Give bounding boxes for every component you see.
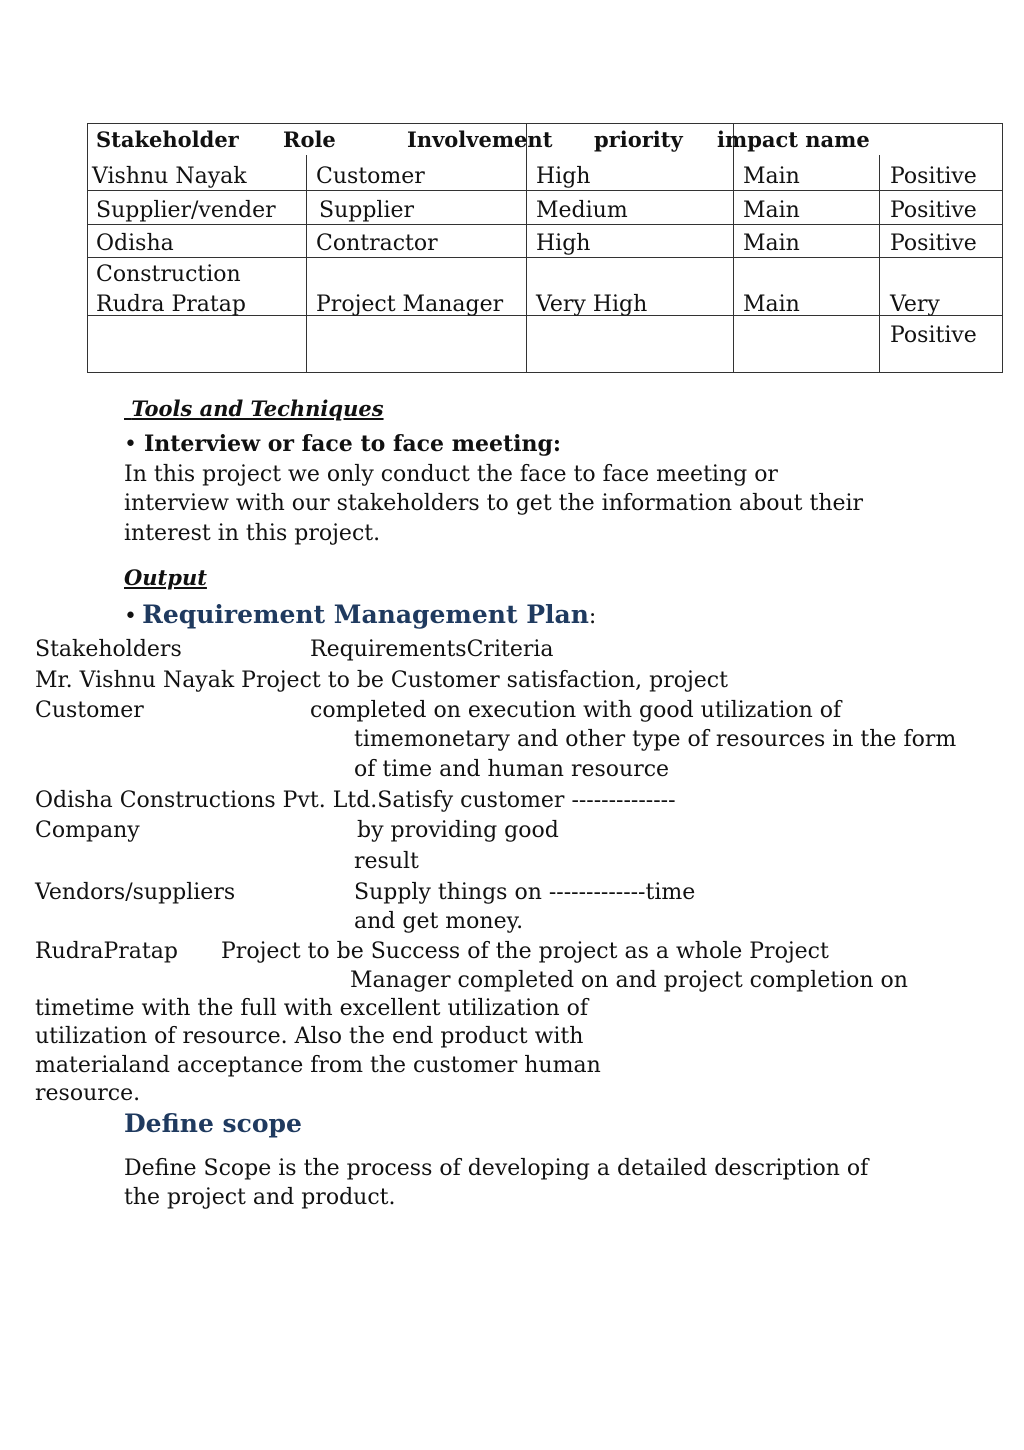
table-cell: Positive	[890, 323, 977, 348]
requirements-text: resource.	[35, 1081, 141, 1106]
table-header-involvement: Involvement	[407, 127, 553, 152]
table-header-impact-name: impact name	[717, 127, 870, 152]
table-cell: Main	[743, 164, 800, 189]
requirements-text: by providing good	[357, 818, 559, 843]
table-col-divider	[526, 123, 527, 373]
tools-subheading	[124, 431, 561, 458]
table-border-top	[87, 123, 1003, 124]
output-heading: Output	[124, 565, 207, 590]
define-scope-heading: Define scope	[124, 1109, 302, 1138]
requirements-text: Stakeholders	[35, 637, 182, 662]
table-cell: Project Manager	[316, 292, 504, 317]
table-col-divider	[879, 155, 880, 373]
table-cell: Contractor	[316, 231, 438, 256]
requirements-text: Project to be Success of the project as a whole Project	[221, 939, 829, 964]
requirements-text: Vendors/suppliers	[35, 880, 236, 905]
table-cell: Positive	[890, 198, 977, 223]
define-scope-paragraph-line: the project and product.	[124, 1185, 396, 1210]
table-border-bottom	[87, 372, 1003, 373]
requirements-text: Manager completed on and project completion on	[350, 968, 908, 993]
table-header-stakeholder: Stakeholder	[96, 127, 239, 152]
requirements-text: timemonetary and other type of resources in the form	[354, 727, 957, 752]
tools-heading-text: Tools and Techniques	[131, 396, 384, 421]
table-cell: Supplier	[319, 198, 415, 223]
requirements-text: timetime with the full with excellent utilization of	[35, 996, 589, 1021]
tools-paragraph-line: interest in this project.	[124, 521, 381, 546]
table-cell: Very	[890, 292, 940, 317]
requirements-text: Mr. Vishnu Nayak Project to be Customer satisfaction, project	[35, 668, 728, 693]
requirements-text: utilization of resource. Also the end product with	[35, 1024, 584, 1049]
bullet-icon: •	[124, 604, 137, 629]
table-cell: Positive	[890, 164, 977, 189]
table-header-role: Role	[283, 127, 336, 152]
table-cell: Supplier/vender	[96, 198, 276, 223]
requirements-text: Company	[35, 818, 140, 843]
tools-heading	[124, 396, 384, 421]
tools-subheading-text: Interview or face to face meeting:	[143, 431, 562, 457]
table-cell: Positive	[890, 231, 977, 256]
requirements-text: RequirementsCriteria	[310, 637, 554, 662]
table-row-divider	[87, 190, 1003, 191]
requirements-text: Odisha Constructions Pvt. Ltd.Satisfy customer --------------	[35, 788, 676, 813]
tools-paragraph-line: interview with our stakeholders to get the information about their	[124, 491, 864, 516]
table-col-divider	[733, 123, 734, 373]
plan-title: Requirement Management Plan	[142, 600, 589, 629]
table-cell: Odisha	[96, 231, 174, 256]
requirements-text: materialand acceptance from the customer human	[35, 1053, 601, 1078]
table-header-priority: priority	[594, 127, 683, 152]
requirements-text: completed on execution with good utilization of	[310, 698, 842, 723]
bullet-icon: •	[124, 432, 137, 457]
table-cell: High	[536, 231, 591, 256]
plan-heading	[124, 600, 596, 630]
table-cell: Rudra Pratap	[96, 292, 246, 317]
table-cell: Construction	[96, 262, 241, 287]
requirements-text: and get money.	[354, 909, 524, 934]
requirements-text: of time and human resource	[354, 757, 670, 782]
table-cell: Main	[743, 231, 800, 256]
table-cell: Main	[743, 292, 800, 317]
table-cell: High	[536, 164, 591, 189]
table-cell: Customer	[316, 164, 425, 189]
requirements-text: Supply things on -------------time	[354, 880, 696, 905]
table-cell: Very High	[536, 292, 648, 317]
table-border-left	[87, 123, 88, 373]
table-cell: Main	[743, 198, 800, 223]
tools-paragraph-line: In this project we only conduct the face to face meeting or	[124, 462, 778, 487]
table-border-right	[1002, 123, 1003, 373]
plan-colon: :	[588, 604, 597, 629]
table-col-divider	[306, 155, 307, 373]
requirements-text: Customer	[35, 698, 144, 723]
define-scope-paragraph-line: Define Scope is the process of developing a detailed description of	[124, 1156, 869, 1181]
requirements-text: result	[354, 849, 419, 874]
requirements-text: RudraPratap	[35, 939, 178, 964]
table-cell: Medium	[536, 198, 628, 223]
table-cell: Vishnu Nayak	[92, 164, 247, 189]
table-row-divider	[87, 257, 1003, 258]
table-row-divider	[87, 224, 1003, 225]
